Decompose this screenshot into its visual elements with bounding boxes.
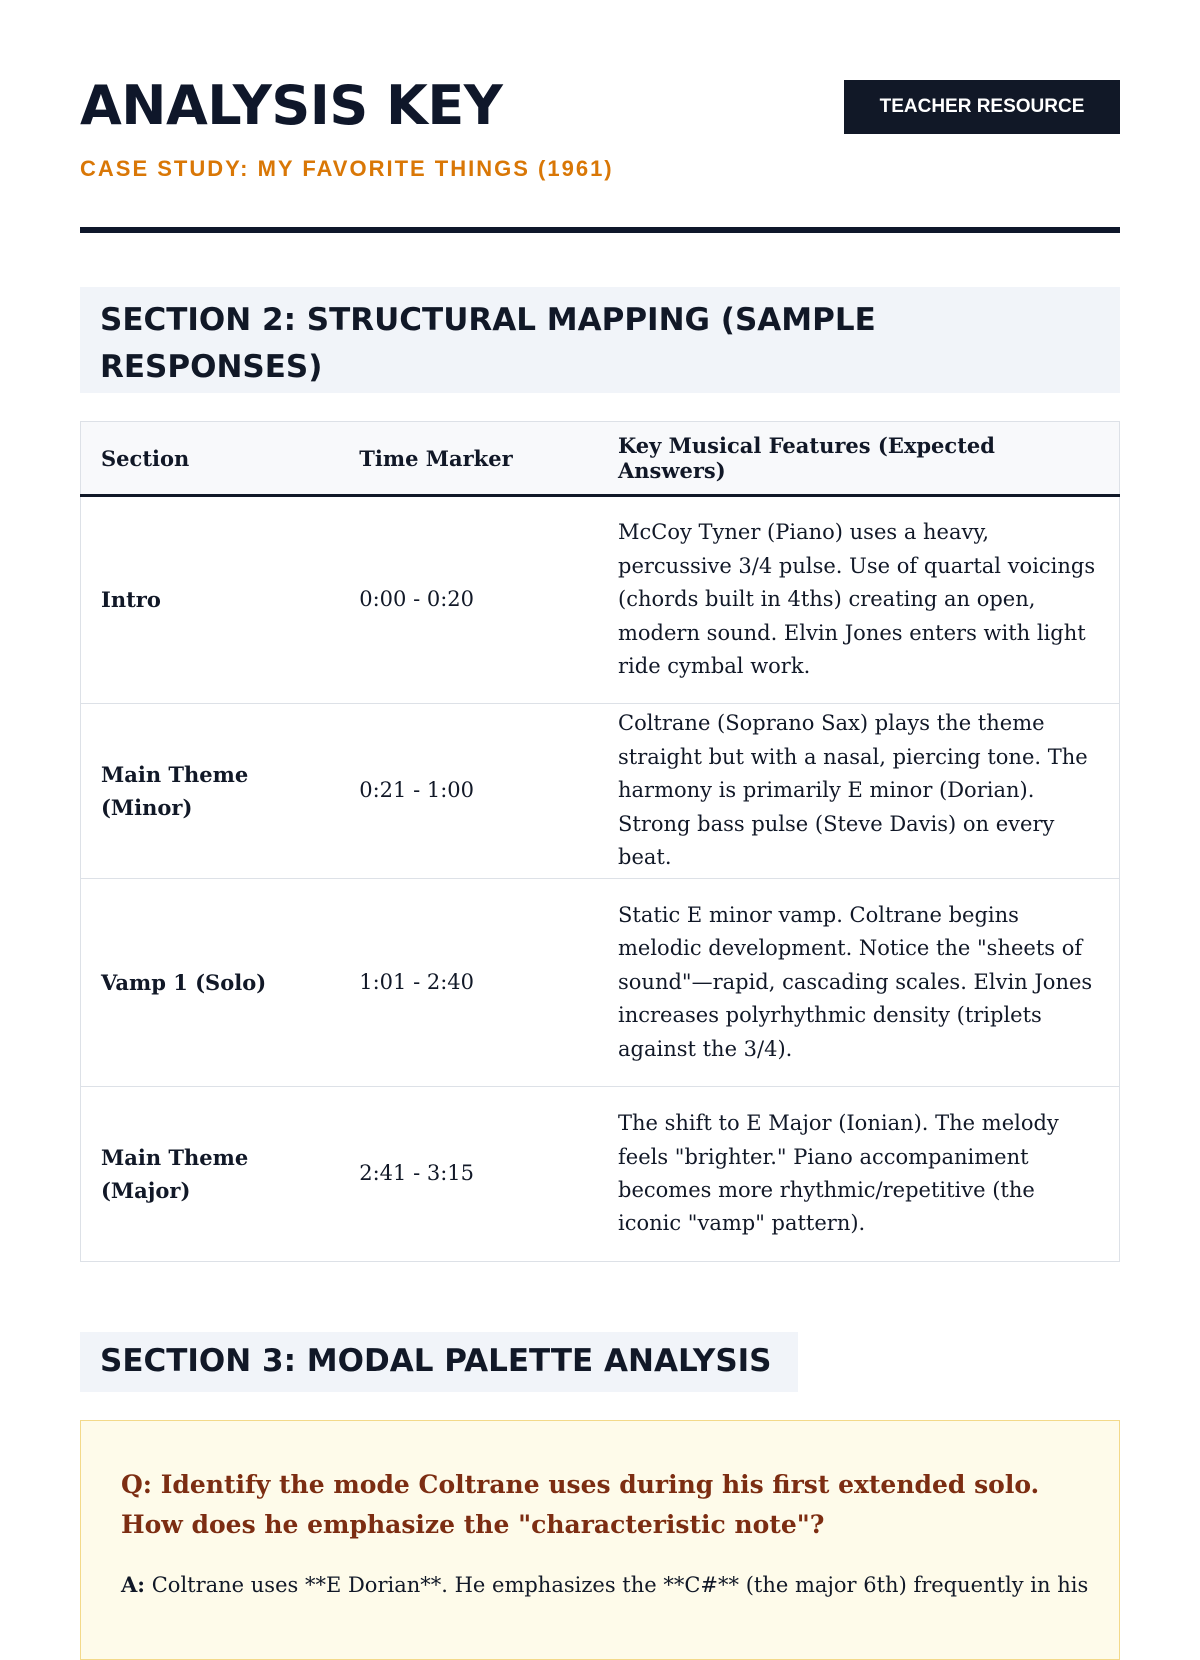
answer-body: Coltrane uses **E Dorian**. He emphasizes the **C#** (the major 6th) frequently in his [151,1573,1089,1597]
cell-time-marker: 1:01 - 2:40 [339,879,598,1087]
section-3-heading: SECTION 3: MODAL PALETTE ANALYSIS [80,1332,798,1392]
table-row [81,879,1120,1087]
table-row [81,1087,1120,1262]
table-header-row [81,422,1120,496]
case-study-subtitle: CASE STUDY: MY FAVORITE THINGS (1961) [80,156,614,181]
answer-label: A: [121,1572,146,1597]
section-2-heading: SECTION 2: STRUCTURAL MAPPING (SAMPLE RESPONSES) [80,287,1120,393]
teacher-resource-badge: TEACHER RESOURCE [844,80,1120,134]
answer-key-page [80,0,1120,1597]
cell-section: Intro [81,496,340,704]
column-header-section: Section [81,422,340,496]
cell-features: McCoy Tyner (Piano) uses a heavy, percussive 3/4 pulse. Use of quartal voicings (chords built in 4ths) creating an open, modern sound. Elvin Jones enters with light ride cymbal work. [598,496,1120,704]
table-row [81,496,1120,704]
cell-features: Static E minor vamp. Coltrane begins melodic development. Notice the "sheets of sound"—rapid, cascading scales. Elvin Jones increases polyrhythmic density (triplets against the 3/4). [598,879,1120,1087]
column-header-key-features: Key Musical Features (Expected Answers) [598,422,1120,496]
page-title: ANALYSIS KEY [80,74,503,137]
cell-section: Main Theme (Minor) [81,704,340,879]
structural-mapping-table [80,421,1120,1262]
page-header [80,0,1120,232]
question-answer-box [80,1420,1120,1660]
header-divider [80,227,1120,233]
cell-section: Vamp 1 (Solo) [81,879,340,1087]
question-text: Q: Identify the mode Coltrane uses during his first extended solo. How does he emphasize the "characteristic note"? [121,1470,1040,1539]
column-header-time-marker: Time Marker [339,422,598,496]
cell-features: Coltrane (Soprano Sax) plays the theme straight but with a nasal, piercing tone. The harmony is primarily E minor (Dorian). Strong bass pulse (Steve Davis) on every beat. [598,704,1120,879]
cell-section: Main Theme (Major) [81,1087,340,1262]
cell-features: The shift to E Major (Ionian). The melody feels "brighter." Piano accompaniment becomes more rhythmic/repetitive (the iconic "vamp" pattern). [598,1087,1120,1262]
cell-time-marker: 2:41 - 3:15 [339,1087,598,1262]
cell-time-marker: 0:00 - 0:20 [339,496,598,704]
answer-text [121,1569,1089,1601]
table-row [81,704,1120,879]
cell-time-marker: 0:21 - 1:00 [339,704,598,879]
